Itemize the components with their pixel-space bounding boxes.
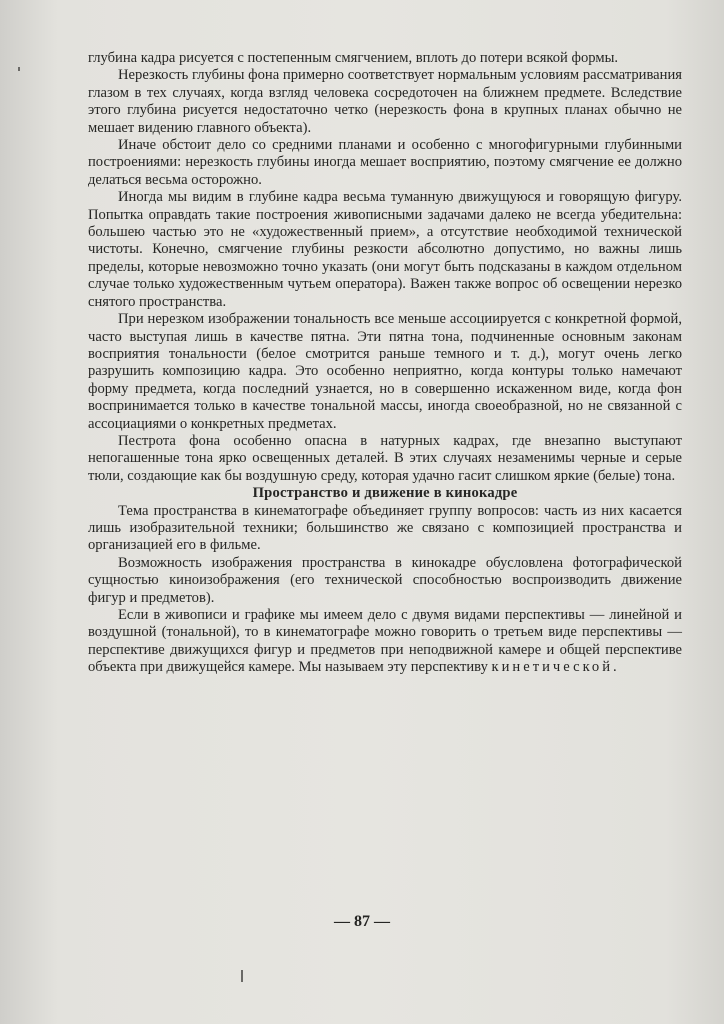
paragraph: Возможность изображения пространства в кинокадре обусловлена фотографической сущностью киноизображения (его технической способностью воспроизводить движение фигур и предметов). [88,554,682,606]
paragraph: Нерезкость глубины фона примерно соответствует нормальным условиям рассматривания глазом в тех случаях, когда взгляд человека сосредоточен на ближнем предмете. Вследствие этого глубина рисуется недостаточно четко (нерезкость фона в крупных планах обычно не мешает видению главного объекта). [88,67,682,136]
paragraph: Иногда мы видим в глубине кадра весьма туманную движущуюся и говорящую фигуру. Попытка оправдать такие построения живописными задачами далеко не всегда убедительна: большею частью это не «художественный прием», а отсутствие необходимой технической чистоты. Конечно, смягчение глубины резкости абсолютно допустимо, но важны лишь пределы, которые невозможно точно указать (они могут быть подсказаны в каждом отдельном случае только художественным чутьем оператора). Важен также вопрос об освещении нерезко снятого пространства. [88,189,682,310]
page-number: — 87 — [334,913,390,930]
paragraph: Тема пространства в кинематографе объединяет группу вопросов: часть из них касается лишь изобразительной техники; большинство же связано с композицией пространства и организацией его в фильме. [88,502,682,554]
paragraph: глубина кадра рисуется с постепенным смягчением, вплоть до потери всякой формы. [88,50,619,66]
body-text [88,50,682,677]
margin-mark [241,970,243,982]
spaced-word: кинетической. [491,659,620,676]
paragraph: Пестрота фона особенно опасна в натурных кадрах, где внезапно выступают непогашенные тона ярко освещенных деталей. В этих случаях незаменимы черные и серые тюли, создающие как бы воздушную среду, которая удачно гасит слишком яркие (белые) тона. [88,432,682,484]
margin-mark [18,67,20,71]
paragraph-text: Если в живописи и графике мы имеем дело с двумя видами перспективы — линейной и воздушной (тональной), то в кинематографе можно говорить о третьем виде перспективы — перспективе движущихся фигур и предметов при неподвижной камере и общей перспективе объекта при движущейся камере. Мы называем эту перспективу [88,607,682,676]
paragraph: При нерезком изображении тональность все меньше ассоциируется с конкретной формой, часто выступая лишь в качестве пятна. Эти пятна тона, подчиненные основным законам восприятия тональности (белое смотрится раньше темного и т. д.), могут очень легко разрушить композицию кадра. Это особенно неприятно, когда контуры только намечают форму предмета, когда последний узнается, но в совершенно искаженном виде, когда фон воспринимается только в качестве тональной массы, иногда своеобразной, но не связанной с ассоциациями о конкретных предметах. [88,311,682,432]
section-heading: Пространство и движение в кинокадре [252,485,518,502]
paragraph [88,607,682,677]
paragraph: Иначе обстоит дело со средними планами и особенно с многофигурными глубинными построениями: нерезкость глубины иногда мешает восприятию, поэтому смягчение ее должно делаться весьма осторожно. [88,137,682,188]
